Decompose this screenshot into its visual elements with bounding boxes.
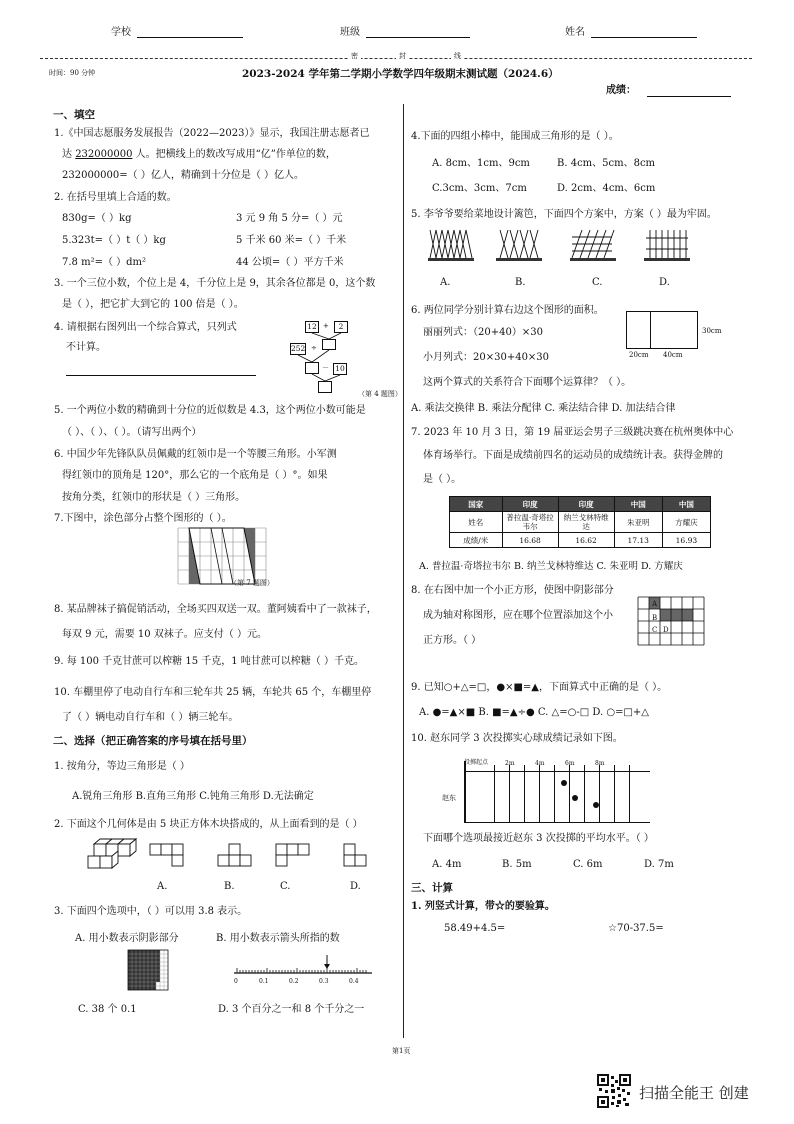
q4-box-sum	[322, 339, 336, 350]
q8-line1: 8. 某品牌袜子搞促销活动，全场买四双送一双。董阿姨看中了一款袜子，	[54, 604, 377, 615]
exam-time: 时间：90 分钟	[49, 69, 96, 77]
table-row	[450, 512, 711, 533]
r-c6-text: 6. 两位同学分别计算右边这个图形的面积。	[411, 305, 604, 316]
q1-suffix: 人。把横线上的数改写成用“亿”作单位的数，	[135, 149, 336, 160]
table-row	[450, 533, 711, 548]
section-fill-blank: 一、填空	[53, 109, 95, 121]
q4-box-252: 252	[291, 344, 306, 353]
score-field[interactable]	[647, 84, 731, 97]
c3-tick-2: 0.2	[289, 978, 299, 985]
q1-line3[interactable]: 232000000=（ ）亿人，精确到十分位是（ ）亿人。	[62, 170, 304, 181]
calc-1[interactable]: 58.49+4.5=	[444, 923, 506, 934]
c3-option-a[interactable]: A. 用小数表示阴影部分	[75, 933, 179, 944]
q5-line2[interactable]: （ ）、（ ）、（ ）。（请写出两个）	[62, 427, 202, 438]
r-c10-d[interactable]: D. 7m	[644, 859, 674, 870]
fence-a-label: A.	[440, 277, 451, 288]
school-field[interactable]	[137, 24, 243, 38]
c8-letter-d[interactable]: D	[663, 626, 669, 634]
r-c7-line3[interactable]: 是（ ）。	[423, 474, 462, 485]
table-cell: 普拉温·奇塔拉韦尔	[502, 512, 558, 533]
table-cell: 16.93	[662, 533, 710, 548]
r-c4-text[interactable]: 4.下面的四组小棒中，能围成三角形的是（ ）。	[411, 131, 619, 142]
table-cell: 印度	[558, 497, 614, 512]
table-cell: 中国	[614, 497, 662, 512]
c2-text[interactable]: 2. 下面这个几何体是由 5 块正方体木块搭成的，从上面看到的是（ ）	[54, 819, 363, 830]
q4-caption: （第 4 题图）	[358, 390, 402, 398]
c10-label-2m: 2m	[505, 760, 515, 767]
name-field[interactable]	[591, 24, 697, 38]
c2-label-a: A.	[157, 881, 168, 892]
q4-line1: 4. 请根据右图列出一个综合算式，只列式	[54, 322, 237, 333]
q5-line1: 5. 一个两位小数的精确到十分位的近似数是 4.3，这个两位小数可能是	[54, 405, 366, 416]
table-cell: 16.68	[502, 533, 558, 548]
r-c4-a[interactable]: A. 8cm、1cm、9cm	[432, 158, 530, 169]
q4-line2: 不计算。	[66, 342, 106, 353]
c10-label-8m: 8m	[595, 760, 605, 767]
c3-shaded-grid	[128, 950, 170, 992]
c3-tick-3: 0.3	[319, 978, 329, 985]
c10-mark-2m	[509, 765, 510, 823]
r-c10-question[interactable]: 下面哪个选项最接近赵东 3 次投掷的平均水平。（ ）	[423, 833, 654, 844]
class-label: 班级	[340, 27, 360, 38]
r-c10-text: 10. 赵东同学 3 次投掷实心球成绩记录如下图。	[411, 733, 623, 744]
q3-line2[interactable]: 是（ ），把它扩大到它的 100 倍是（ ）。	[62, 299, 244, 310]
score-label: 成绩：	[606, 85, 636, 96]
c8-letter-a[interactable]: A	[652, 600, 658, 608]
q1-prefix: 达	[62, 149, 72, 160]
q4-box-result	[318, 381, 332, 393]
table-cell: 方耀庆	[662, 512, 710, 533]
seal-char-1: 密	[348, 51, 361, 61]
q2-r1a[interactable]: 830g=（ ）kg	[62, 213, 132, 224]
fence-b-label: B.	[515, 277, 526, 288]
q2-r2a[interactable]: 5.323t=（ ）t（ ）kg	[62, 235, 166, 246]
r-c7-line1: 7. 2023 年 10 月 3 日，第 19 届亚运会男子三级跳决赛在杭州奥体中心	[411, 427, 734, 438]
c3-option-d[interactable]: D. 3 个百分之一和 8 个千分之一	[218, 1004, 365, 1015]
table-cell: 纳兰戈林特维达	[558, 512, 614, 533]
seal-char-3: 线	[451, 51, 464, 61]
c10-name-label: 赵东	[442, 794, 456, 802]
c10-label-4m: 4m	[535, 760, 545, 767]
c7-results-table	[449, 496, 711, 548]
calc-title: 1. 列竖式计算，带☆的要验算。	[411, 901, 555, 912]
exam-title: 2023-2024 学年第二学期小学数学四年级期末测试题（2024.6）	[242, 68, 559, 80]
table-cell: 16.62	[558, 533, 614, 548]
c3-text[interactable]: 3. 下面四个选项中，（ ）可以用 3.8 表示。	[54, 906, 248, 917]
c10-mark-3m	[524, 765, 525, 823]
q4-box-quot	[305, 362, 319, 374]
c10-throw-1	[561, 780, 567, 786]
r-c9-options[interactable]: A. ●=▲×■ B. ■=▲÷● C. △=○-□ D. ○=□+△	[419, 707, 649, 718]
class-field[interactable]	[366, 24, 470, 38]
c3-tick-4: 0.4	[349, 978, 359, 985]
section-calc: 三、计算	[411, 882, 453, 894]
r-c7-line2: 体育场举行。下面是成绩前四名的运动员的成绩统计表。获得金牌的	[423, 450, 723, 461]
seal-char-2: 封	[396, 51, 409, 61]
c6-height-label: 30cm	[702, 327, 722, 335]
r-c8-line1: 8. 在右图中加一个小正方形，使图中阴影部分	[411, 585, 614, 596]
c10-mark-7m	[584, 765, 585, 823]
table-cell: 中国	[662, 497, 710, 512]
c3-tick-0: 0	[234, 978, 238, 985]
c10-throw-2	[572, 795, 578, 801]
q4-plus: +	[323, 322, 329, 330]
q6-line2[interactable]: 得红领巾的顶角是 120°，那么它的一个底角是（ ）°。如果	[62, 470, 328, 481]
table-row	[450, 497, 711, 512]
c1-text[interactable]: 1. 按角分，等边三角形是（ ）	[54, 761, 190, 772]
c10-mark-6m	[569, 765, 570, 823]
scanner-watermark: 扫描全能王 创建	[639, 1084, 749, 1102]
q2-r3a[interactable]: 7.8 m²=（ ）dm²	[62, 257, 147, 268]
c10-start-label: 投掷起点	[464, 759, 489, 766]
r-c10-a[interactable]: A. 4m	[432, 859, 462, 870]
r-c6-lili: 丽丽列式：（20+40）×30	[423, 327, 543, 338]
q1-number: 232000000	[75, 149, 133, 160]
c8-grid-figure	[638, 592, 704, 646]
page-number: 第1页	[392, 1047, 411, 1055]
r-c7-options[interactable]: A. 普拉温·奇塔拉韦尔 B. 纳兰戈林特维达 C. 朱亚明 D. 方耀庆	[419, 561, 683, 572]
q2-r3b[interactable]: 44 公顷=（ ）平方千米	[236, 257, 344, 268]
table-cell: 朱亚明	[614, 512, 662, 533]
c6-width2-label: 40cm	[663, 351, 683, 359]
r-c9-text[interactable]: 9. 已知○+△=□，●×■=▲，下面算式中正确的是（ ）。	[411, 682, 668, 693]
c2-option-a[interactable]	[150, 844, 190, 874]
c2-option-d[interactable]	[344, 844, 374, 874]
q2-r2b[interactable]: 5 千米 60 米=（ ）千米	[236, 235, 347, 246]
q1-line2	[62, 148, 336, 162]
r-c4-b[interactable]: B. 4cm、5cm、8cm	[557, 158, 656, 169]
r-c10-b[interactable]: B. 5m	[502, 859, 532, 870]
q4-box-2: 2	[334, 321, 348, 333]
c10-mark-4m	[539, 765, 540, 823]
c2-label-d: D.	[350, 881, 361, 892]
q2-title: 2. 在括号里填上合适的数。	[54, 192, 177, 203]
q2-r1b[interactable]: 3 元 9 角 5 分=（ ）元	[236, 213, 343, 224]
c10-mark-5m	[554, 765, 555, 823]
c6-rectangle	[626, 311, 698, 349]
c10-label-6m: 6m	[565, 760, 575, 767]
r-c5-text[interactable]: 5. 李爷爷要给菜地设计篱笆，下面四个方案中，方案（ ）最为牢固。	[411, 209, 717, 220]
qr-code-icon	[597, 1074, 631, 1108]
q6-line3[interactable]: 按角分类，红领巾的形状是（ ）三角形。	[62, 492, 246, 503]
table-cell: 姓名	[450, 512, 503, 533]
table-cell: 国家	[450, 497, 503, 512]
r-c6-options[interactable]: A. 乘法交换律 B. 乘法分配律 C. 乘法结合律 D. 加法结合律	[411, 403, 676, 414]
school-label: 学校	[111, 27, 131, 38]
c2-label-b: B.	[224, 881, 235, 892]
q4-box-12: 12	[305, 321, 319, 333]
c1-options[interactable]: A.锐角三角形 B.直角三角形 C.钝角三角形 D.无法确定	[72, 791, 314, 802]
c10-mark-10m	[629, 765, 630, 823]
q4-divide: ÷	[311, 344, 317, 352]
c10-mark-1m	[494, 765, 495, 823]
c2-label-c: C.	[280, 881, 291, 892]
c3-option-b[interactable]: B. 用小数表示箭头所指的数	[216, 933, 340, 944]
section-choice: 二、选择（把正确答案的序号填在括号里）	[53, 735, 253, 747]
r-c4-d[interactable]: D. 2cm、4cm、6cm	[557, 183, 656, 194]
table-cell: 成绩/米	[450, 533, 503, 548]
c6-width1-label: 20cm	[629, 351, 649, 359]
table-cell: 17.13	[614, 533, 662, 548]
q4-connectors	[0, 0, 1, 1]
q4-answer-line[interactable]	[66, 362, 256, 376]
r-c6-question[interactable]: 这两个算式的关系符合下面哪个运算律？（ ）。	[423, 377, 632, 388]
q7-caption: （第 7 题图）	[230, 579, 274, 587]
q8-line2[interactable]: 每双 9 元，需要 10 双袜子。应支付（ ）元。	[62, 629, 267, 640]
q6-line1: 6. 中国少年先锋队队员佩戴的红领巾是一个等腰三角形。小军测	[54, 449, 337, 460]
table-cell: 印度	[502, 497, 558, 512]
fence-d-icon[interactable]	[644, 228, 690, 262]
q4-box-10: 10	[333, 363, 347, 375]
c10-mark-9m	[614, 765, 615, 823]
c6-divider	[650, 311, 651, 349]
q10-line2[interactable]: 了（ ）辆电动自行车和（ ）辆三轮车。	[62, 712, 239, 723]
c8-letter-c[interactable]: C	[652, 626, 658, 634]
q9-text[interactable]: 9. 每 100 千克甘蔗可以榨糖 15 千克，1 吨甘蔗可以榨糖（ ）千克。	[54, 656, 364, 667]
c2-option-b[interactable]	[218, 844, 258, 874]
c10-throw-3	[593, 802, 599, 808]
column-divider	[403, 104, 404, 1038]
r-c6-xiaoyue: 小月列式：20×30+40×30	[423, 352, 550, 363]
fence-c-label: C.	[592, 277, 603, 288]
c2-solid-figure	[88, 838, 148, 878]
fence-d-label: D.	[659, 277, 670, 288]
r-c4-c[interactable]: C.3cm、3cm、7cm	[432, 183, 527, 194]
r-c8-line3[interactable]: 正方形。（ ）	[423, 635, 482, 646]
c10-mark-8m	[599, 765, 600, 823]
q7-text[interactable]: 7.下图中，涂色部分占整个图形的（ ）。	[54, 513, 232, 524]
name-label: 姓名	[565, 27, 585, 38]
fence-a-icon[interactable]	[428, 228, 474, 262]
q1-line1: 1.《中国志愿服务发展报告（2022—2023）》显示，我国注册志愿者已	[54, 128, 370, 139]
c2-option-c[interactable]	[276, 844, 316, 874]
c10-axis-line	[464, 771, 650, 772]
q10-line1: 10. 车棚里停了电动自行车和三轮车共 25 辆，车轮共 65 个，车棚里停	[54, 687, 372, 698]
c8-letter-b[interactable]: B	[652, 614, 658, 622]
q3-line1: 3. 一个三位小数，个位上是 4，千分位上是 9，其余各位都是 0，这个数	[54, 278, 376, 289]
calc-2[interactable]: ☆70-37.5=	[608, 923, 664, 934]
fence-b-icon[interactable]	[496, 228, 542, 262]
c3-option-c[interactable]: C. 38 个 0.1	[78, 1004, 137, 1015]
r-c10-c[interactable]: C. 6m	[573, 859, 603, 870]
fence-c-icon[interactable]	[570, 228, 616, 262]
c3-tick-1: 0.1	[259, 978, 269, 985]
r-c8-line2: 成为轴对称图形，应在哪个位置添加这个小	[423, 610, 613, 621]
q4-minus: －	[322, 364, 329, 372]
